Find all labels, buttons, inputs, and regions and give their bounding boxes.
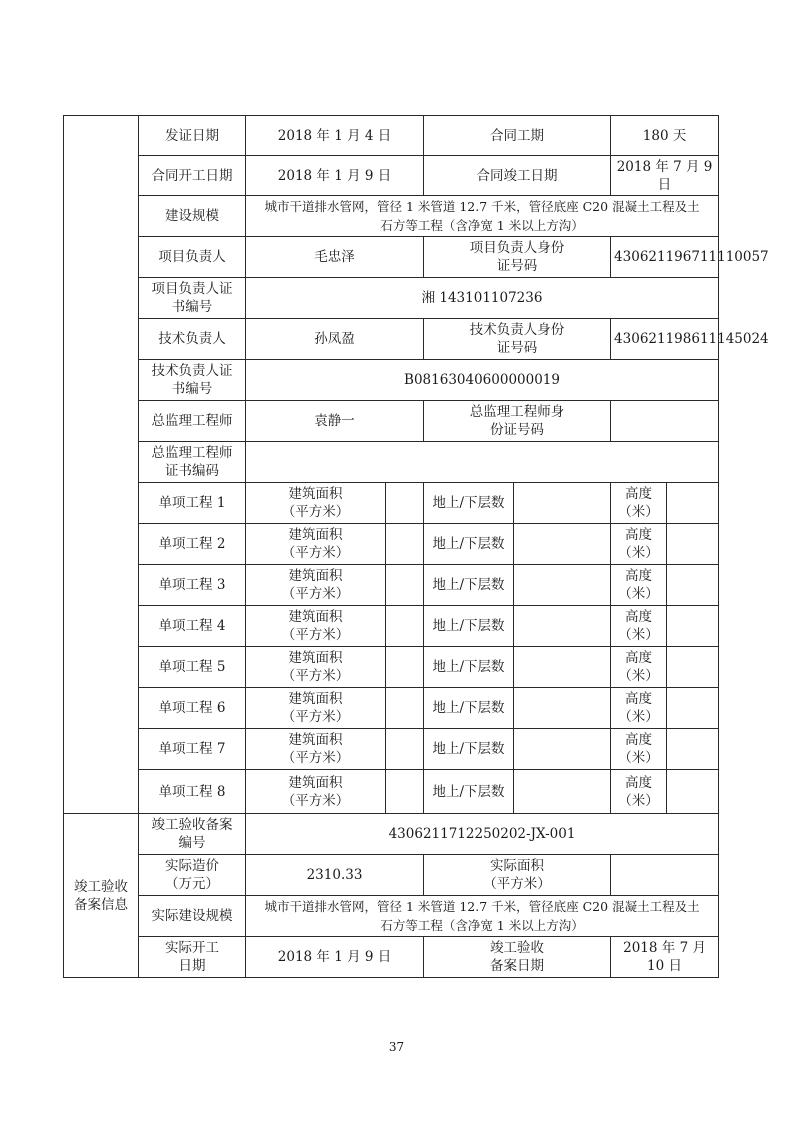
height-label: 高度 （米） — [611, 729, 667, 770]
floors-value — [514, 688, 611, 729]
height-label: 高度 （米） — [611, 606, 667, 647]
single-project-row — [64, 647, 719, 688]
single-project-label: 单项工程 6 — [139, 688, 246, 729]
tech-cert-value: B08163040600000019 — [246, 360, 719, 401]
single-project-row — [64, 524, 719, 565]
floors-label: 地上/下层数 — [424, 606, 514, 647]
height-label: 高度 （米） — [611, 483, 667, 524]
single-project-row — [64, 565, 719, 606]
single-project-row — [64, 688, 719, 729]
floors-label: 地上/下层数 — [424, 770, 514, 814]
area-value — [386, 524, 424, 565]
single-project-label: 单项工程 4 — [139, 606, 246, 647]
single-project-row — [64, 483, 719, 524]
single-project-label: 单项工程 1 — [139, 483, 246, 524]
single-project-row — [64, 606, 719, 647]
pm-value: 毛忠泽 — [246, 237, 424, 278]
area-value — [386, 770, 424, 814]
record-date-value: 2018 年 7 月 10 日 — [611, 937, 719, 978]
height-label: 高度 （米） — [611, 647, 667, 688]
actual-cost-value: 2310.33 — [246, 855, 424, 896]
project-info-table — [63, 115, 769, 978]
area-value — [386, 483, 424, 524]
contract-period-label: 合同工期 — [424, 116, 611, 156]
single-project-label: 单项工程 2 — [139, 524, 246, 565]
actual-cost-label: 实际造价 （万元） — [139, 855, 246, 896]
height-label: 高度 （米） — [611, 770, 667, 814]
area-label: 建筑面积 （平方米） — [246, 606, 386, 647]
height-label: 高度 （米） — [611, 565, 667, 606]
height-value — [667, 729, 719, 770]
supervisor-value: 袁静一 — [246, 401, 424, 442]
area-label: 建筑面积 （平方米） — [246, 524, 386, 565]
area-value — [386, 647, 424, 688]
floors-value — [514, 647, 611, 688]
single-project-label: 单项工程 5 — [139, 647, 246, 688]
supervisor-cert-label: 总监理工程师 证书编码 — [139, 442, 246, 483]
scale-label: 建设规模 — [139, 196, 246, 237]
actual-start-value: 2018 年 1 月 9 日 — [246, 937, 424, 978]
acceptance-section-label: 竣工验收 备案信息 — [64, 814, 139, 978]
pm-cert-value: 湘 143101107236 — [246, 278, 719, 319]
area-value — [386, 565, 424, 606]
actual-start-label: 实际开工 日期 — [139, 937, 246, 978]
height-value — [667, 483, 719, 524]
floors-value — [514, 524, 611, 565]
actual-area-label: 实际面积 （平方米） — [424, 855, 611, 896]
pm-label: 项目负责人 — [139, 237, 246, 278]
floors-value — [514, 565, 611, 606]
acceptance-no-value: 4306211712250202-JX-001 — [246, 814, 719, 855]
tech-label: 技术负责人 — [139, 319, 246, 360]
height-value — [667, 606, 719, 647]
floors-value — [514, 606, 611, 647]
floors-value — [514, 483, 611, 524]
area-label: 建筑面积 （平方米） — [246, 688, 386, 729]
area-value — [386, 688, 424, 729]
tech-id-value: 430621198611145024 — [611, 319, 719, 360]
start-date-label: 合同开工日期 — [139, 156, 246, 196]
floors-label: 地上/下层数 — [424, 647, 514, 688]
supervisor-cert-value — [246, 442, 719, 483]
floors-label: 地上/下层数 — [424, 688, 514, 729]
supervisor-id-value — [611, 401, 719, 442]
issue-date-value: 2018 年 1 月 4 日 — [246, 116, 424, 156]
area-label: 建筑面积 （平方米） — [246, 647, 386, 688]
end-date-value: 2018 年 7 月 9 日 — [611, 156, 719, 196]
area-value — [386, 606, 424, 647]
single-project-label: 单项工程 8 — [139, 770, 246, 814]
single-project-row — [64, 770, 719, 814]
supervisor-label: 总监理工程师 — [139, 401, 246, 442]
height-value — [667, 524, 719, 565]
area-label: 建筑面积 （平方米） — [246, 729, 386, 770]
height-value — [667, 647, 719, 688]
left-blank-cell — [64, 116, 139, 814]
actual-scale-label: 实际建设规模 — [139, 896, 246, 937]
area-label: 建筑面积 （平方米） — [246, 483, 386, 524]
single-project-row — [64, 729, 719, 770]
page-number: 37 — [388, 1040, 405, 1054]
area-value — [386, 729, 424, 770]
area-label: 建筑面积 （平方米） — [246, 770, 386, 814]
height-value — [667, 770, 719, 814]
supervisor-id-label: 总监理工程师身 份证号码 — [424, 401, 611, 442]
floors-label: 地上/下层数 — [424, 729, 514, 770]
tech-id-label: 技术负责人身份 证号码 — [424, 319, 611, 360]
contract-period-value: 180 天 — [611, 116, 719, 156]
scale-value: 城市干道排水管网，管径 1 米管道 12.7 千米，管径底座 C20 混凝土工程及土 石方等工程（含净宽 1 米以上方沟） — [246, 196, 719, 237]
height-value — [667, 688, 719, 729]
single-project-label: 单项工程 7 — [139, 729, 246, 770]
floors-value — [514, 729, 611, 770]
tech-value: 孙凤盈 — [246, 319, 424, 360]
start-date-value: 2018 年 1 月 9 日 — [246, 156, 424, 196]
tech-cert-label: 技术负责人证 书编号 — [139, 360, 246, 401]
actual-scale-value: 城市干道排水管网，管径 1 米管道 12.7 千米，管径底座 C20 混凝土工程及土 石方等工程（含净宽 1 米以上方沟） — [246, 896, 719, 937]
pm-id-value: 430621196711110057 — [611, 237, 719, 278]
floors-label: 地上/下层数 — [424, 524, 514, 565]
floors-value — [514, 770, 611, 814]
height-label: 高度 （米） — [611, 688, 667, 729]
floors-label: 地上/下层数 — [424, 565, 514, 606]
acceptance-no-label: 竣工验收备案 编号 — [139, 814, 246, 855]
issue-date-label: 发证日期 — [139, 116, 246, 156]
height-label: 高度 （米） — [611, 524, 667, 565]
pm-id-label: 项目负责人身份 证号码 — [424, 237, 611, 278]
record-date-label: 竣工验收 备案日期 — [424, 937, 611, 978]
pm-cert-label: 项目负责人证 书编号 — [139, 278, 246, 319]
single-project-label: 单项工程 3 — [139, 565, 246, 606]
floors-label: 地上/下层数 — [424, 483, 514, 524]
height-value — [667, 565, 719, 606]
area-label: 建筑面积 （平方米） — [246, 565, 386, 606]
end-date-label: 合同竣工日期 — [424, 156, 611, 196]
actual-area-value — [611, 855, 719, 896]
